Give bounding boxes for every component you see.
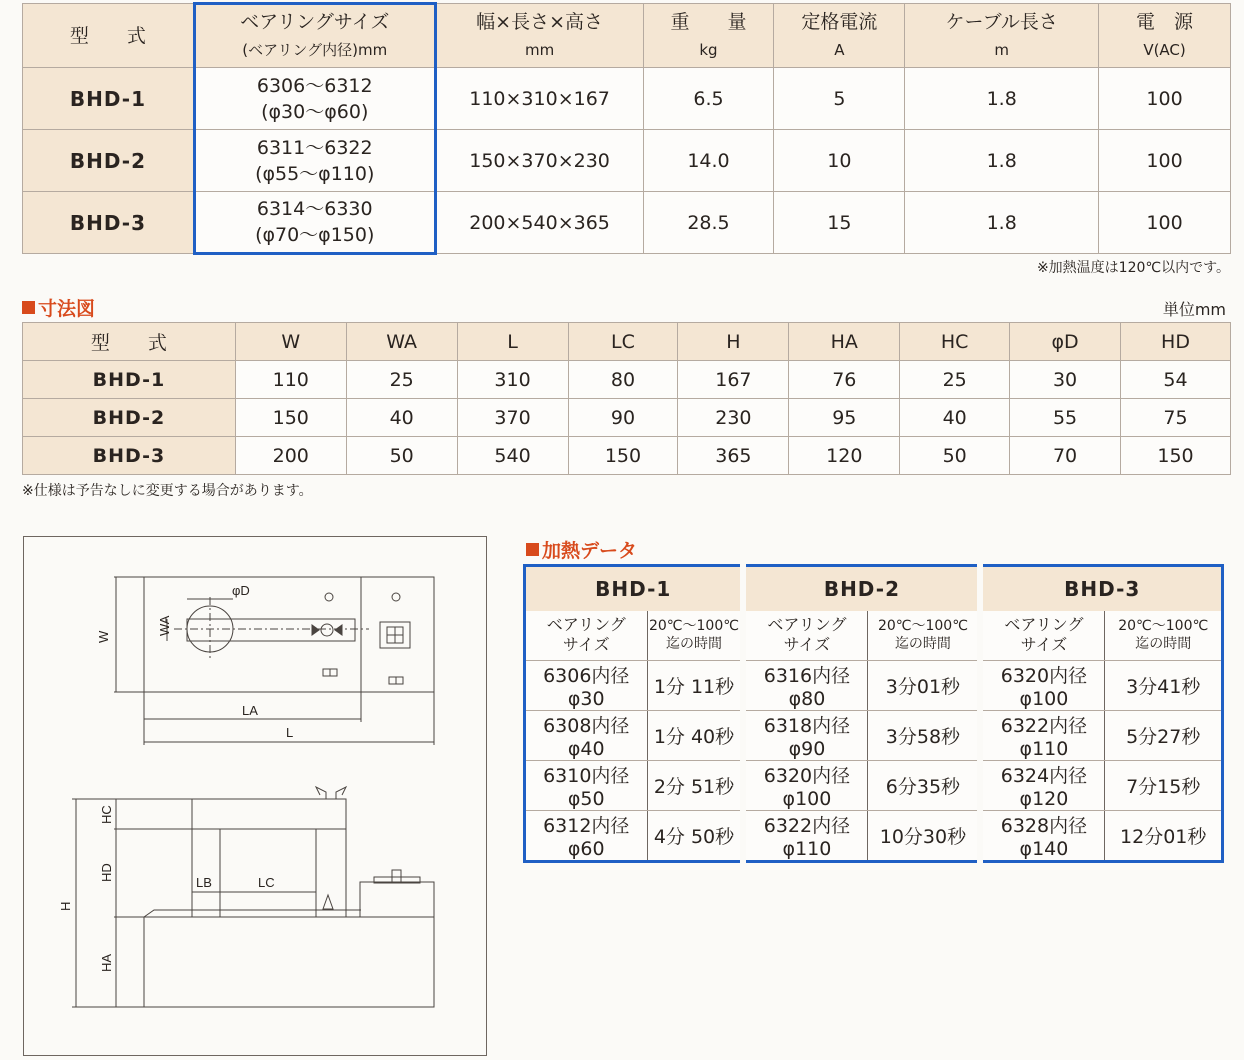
spec-row-bhd1 xyxy=(23,68,1231,130)
heating-bearing: 6316内径φ80 xyxy=(743,661,868,711)
heating-time: 3分01秒 xyxy=(868,661,980,711)
indicator-circle xyxy=(392,593,400,601)
dim-cell: 40 xyxy=(900,399,1010,437)
spec-model: BHD-3 xyxy=(23,192,195,254)
dim-cell: 90 xyxy=(568,399,678,437)
dim-cell: 95 xyxy=(789,399,900,437)
heating-bearing: 6308内径φ40 xyxy=(525,711,648,761)
label-W: W xyxy=(96,630,111,643)
label-LB: LB xyxy=(196,875,212,890)
heating-time: 5分27秒 xyxy=(1105,711,1223,761)
square-bullet-icon xyxy=(22,301,35,314)
heating-bearing: 6322内径φ110 xyxy=(980,711,1105,761)
heating-bearing: 6312内径φ60 xyxy=(525,811,648,862)
label-phiD: φD xyxy=(232,583,250,598)
dim-cell: 150 xyxy=(568,437,678,475)
wing-nut-icon xyxy=(321,624,333,636)
spec-cable: 1.8 xyxy=(905,130,1099,192)
heating-time: 6分35秒 xyxy=(868,761,980,811)
heating-bearing: 6320内径φ100 xyxy=(980,661,1105,711)
spec-bearing: 6314～6330 (φ70～φ150) xyxy=(194,192,435,254)
dimension-row-bhd3 xyxy=(23,437,1231,475)
label-L: L xyxy=(286,725,294,740)
dim-cell: 40 xyxy=(346,399,457,437)
heating-bearing: 6324内径φ120 xyxy=(980,761,1105,811)
dim-model: BHD-1 xyxy=(23,361,236,399)
dim-cell: 150 xyxy=(1121,437,1231,475)
dim-header-cell: W xyxy=(235,323,346,361)
spec-power: 100 xyxy=(1099,130,1231,192)
dim-header-cell: L xyxy=(457,323,568,361)
heating-subheader-time: 20℃～100℃ 迄の時間 xyxy=(647,611,743,661)
spec-header-row xyxy=(23,4,1231,68)
label-H: H xyxy=(58,901,73,911)
dim-cell: 110 xyxy=(235,361,346,399)
heating-subheader-time: 20℃～100℃ 迄の時間 xyxy=(1105,611,1223,661)
spec-header-cable: ケーブル長さ m xyxy=(905,4,1099,68)
dim-model: BHD-3 xyxy=(23,437,236,475)
heating-title-text: 加熱データ xyxy=(542,540,638,562)
dim-header-cell: WA xyxy=(346,323,457,361)
front-knob-icon xyxy=(323,895,333,909)
dim-header-cell: HD xyxy=(1121,323,1231,361)
heating-group-bhd3: BHD-3 xyxy=(980,566,1222,611)
spec-power: 100 xyxy=(1099,68,1231,130)
dimension-row-bhd1 xyxy=(23,361,1231,399)
spec-power: 100 xyxy=(1099,192,1231,254)
wing-nut-wings xyxy=(312,625,342,635)
label-HD: HD xyxy=(99,863,114,882)
heating-time: 7分15秒 xyxy=(1105,761,1223,811)
spec-weight: 6.5 xyxy=(643,68,774,130)
heating-time: 3分41秒 xyxy=(1105,661,1223,711)
dim-model: BHD-2 xyxy=(23,399,236,437)
unit-label: 単位mm xyxy=(1162,300,1226,319)
heating-row xyxy=(525,761,1223,811)
dimension-section-title xyxy=(22,294,95,321)
heating-time: 12分01秒 xyxy=(1105,811,1223,862)
spec-cable: 1.8 xyxy=(905,192,1099,254)
heating-group-bhd1: BHD-1 xyxy=(525,566,744,611)
heating-subheader-size: ベアリング サイズ xyxy=(525,611,648,661)
front-view-left-leg xyxy=(192,829,220,917)
heating-subheader-time: 20℃～100℃ 迄の時間 xyxy=(868,611,980,661)
dim-cell: 80 xyxy=(568,361,678,399)
heating-time: 2分 51秒 xyxy=(647,761,743,811)
heating-bearing: 6318内径φ90 xyxy=(743,711,868,761)
heating-time: 1分 40秒 xyxy=(647,711,743,761)
spec-size: 200×540×365 xyxy=(435,192,643,254)
heating-section-title xyxy=(526,536,637,563)
heating-time: 3分58秒 xyxy=(868,711,980,761)
heating-time: 1分 11秒 xyxy=(647,661,743,711)
dim-header-cell: HC xyxy=(900,323,1010,361)
spec-weight: 14.0 xyxy=(643,130,774,192)
front-view-control-box xyxy=(360,882,434,917)
heating-data-table xyxy=(523,564,1224,863)
heating-time: 4分 50秒 xyxy=(647,811,743,862)
spec-header-power: 電 源 V(AC) xyxy=(1099,4,1231,68)
spec-current: 15 xyxy=(774,192,905,254)
dimension-table xyxy=(22,322,1231,475)
dim-cell: 540 xyxy=(457,437,568,475)
spec-header-current: 定格電流 A xyxy=(774,4,905,68)
heating-bearing: 6322内径φ110 xyxy=(743,811,868,862)
spec-model: BHD-1 xyxy=(23,68,195,130)
dim-header-cell: HA xyxy=(789,323,900,361)
top-view-bar xyxy=(187,619,355,641)
dim-cell: 120 xyxy=(789,437,900,475)
heating-subheader-size: ベアリング サイズ xyxy=(743,611,868,661)
dim-cell: 55 xyxy=(1010,399,1121,437)
front-view-top-bar xyxy=(192,799,346,829)
dimension-title-text: 寸法図 xyxy=(38,298,96,320)
label-LC: LC xyxy=(258,875,275,890)
dim-cell: 70 xyxy=(1010,437,1121,475)
spec-current: 5 xyxy=(774,68,905,130)
dimension-row-bhd2 xyxy=(23,399,1231,437)
dim-header-cell: 型 式 xyxy=(23,323,236,361)
dim-cell: 76 xyxy=(789,361,900,399)
heating-group-bhd2: BHD-2 xyxy=(743,566,980,611)
spec-bearing: 6311～6322 (φ55～φ110) xyxy=(194,130,435,192)
dim-header-cell: φD xyxy=(1010,323,1121,361)
dim-cell: 75 xyxy=(1121,399,1231,437)
heating-bearing: 6320内径φ100 xyxy=(743,761,868,811)
dim-cell: 167 xyxy=(678,361,789,399)
spec-model: BHD-2 xyxy=(23,130,195,192)
dim-cell: 310 xyxy=(457,361,568,399)
dim-cell: 150 xyxy=(235,399,346,437)
dim-cell: 25 xyxy=(900,361,1010,399)
front-view-base xyxy=(144,917,434,1007)
heating-row xyxy=(525,811,1223,862)
spec-header-model: 型 式 xyxy=(23,4,195,68)
spec-header-weight: 重 量 kg xyxy=(643,4,774,68)
indicator-circle xyxy=(325,593,333,601)
heating-time: 10分30秒 xyxy=(868,811,980,862)
spec-header-bearing: ベアリングサイズ (ベアリング内径)mm xyxy=(194,4,435,68)
dim-cell: 50 xyxy=(346,437,457,475)
spec-weight: 28.5 xyxy=(643,192,774,254)
dim-cell: 370 xyxy=(457,399,568,437)
dimension-drawing xyxy=(23,536,487,1056)
heating-temperature-note: ※加熱温度は120℃以内です。 xyxy=(1036,260,1230,276)
spec-table xyxy=(22,2,1231,255)
spec-change-note: ※仕様は予告なしに変更する場合があります。 xyxy=(22,483,313,499)
heating-bearing: 6306内径φ30 xyxy=(525,661,648,711)
dim-cell: 200 xyxy=(235,437,346,475)
heating-bearing: 6328内径φ140 xyxy=(980,811,1105,862)
heating-subheader-row xyxy=(525,611,1223,661)
heating-row xyxy=(525,711,1223,761)
label-WA: WA xyxy=(157,615,172,636)
dim-cell: 54 xyxy=(1121,361,1231,399)
spec-header-size: 幅×長さ×高さ mm xyxy=(435,4,643,68)
dim-cell: 230 xyxy=(678,399,789,437)
dim-cell: 25 xyxy=(346,361,457,399)
dim-header-cell: LC xyxy=(568,323,678,361)
front-view-base-top xyxy=(144,910,361,917)
dim-header-cell: H xyxy=(678,323,789,361)
heating-subheader-size: ベアリング サイズ xyxy=(980,611,1105,661)
spec-row-bhd2 xyxy=(23,130,1231,192)
spec-bearing: 6306～6312 (φ30～φ60) xyxy=(194,68,435,130)
heating-row xyxy=(525,661,1223,711)
wing-nut-icon xyxy=(316,787,346,799)
dim-cell: 365 xyxy=(678,437,789,475)
spec-cable: 1.8 xyxy=(905,68,1099,130)
dim-cell: 50 xyxy=(900,437,1010,475)
heating-bearing: 6310内径φ50 xyxy=(525,761,648,811)
label-LA: LA xyxy=(242,703,258,718)
dim-cell: 30 xyxy=(1010,361,1121,399)
square-bullet-icon xyxy=(526,543,539,556)
spec-current: 10 xyxy=(774,130,905,192)
spec-size: 150×370×230 xyxy=(435,130,643,192)
label-HA: HA xyxy=(99,953,114,972)
spec-size: 110×310×167 xyxy=(435,68,643,130)
spec-row-bhd3 xyxy=(23,192,1231,254)
heating-group-row xyxy=(525,566,1223,611)
label-HC: HC xyxy=(99,805,114,824)
dimension-header-row xyxy=(23,323,1231,361)
front-plug-icon xyxy=(392,870,401,882)
dimension-drawing-svg xyxy=(24,537,488,1057)
